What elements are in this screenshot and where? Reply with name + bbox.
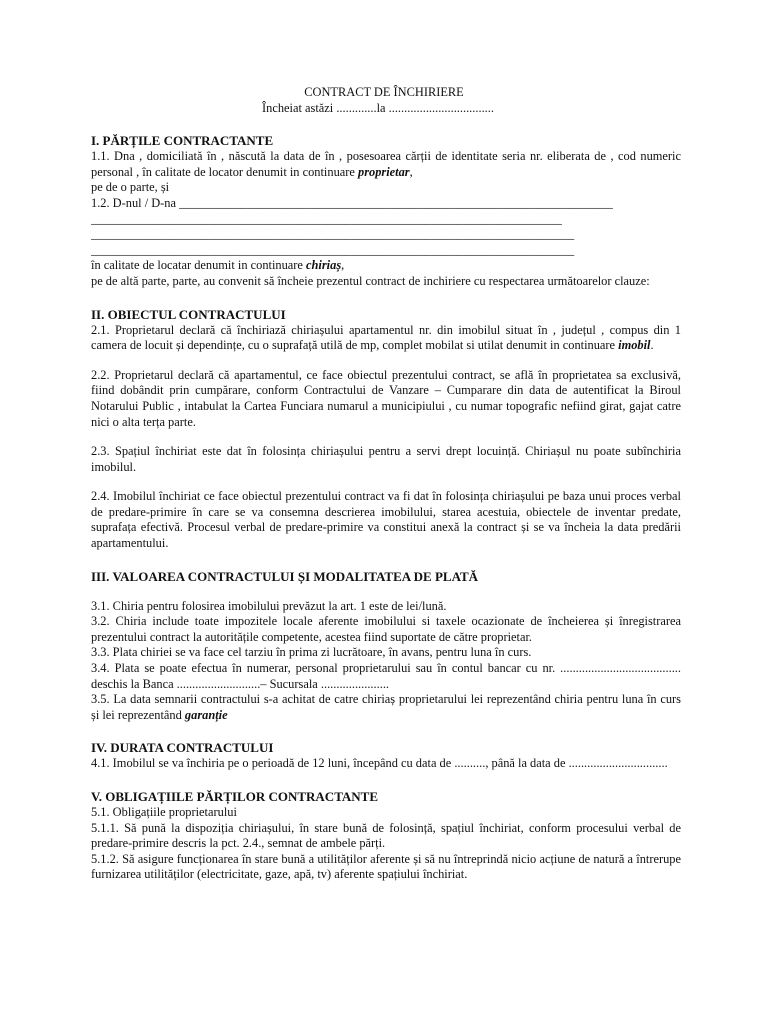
clause-5-1: 5.1. Obligațiile proprietarului [91, 805, 237, 819]
clause-4-1: 4.1. Imobilul se va închiria pe o perioadă de 12 luni, începând cu data de .........., până la data de ................................ [91, 756, 668, 771]
clause-3-1: 3.1. Chiria pentru folosirea imobilului prevăzut la art. 1 este de lei/lună. [91, 598, 447, 613]
clause-2-3: 2.3. Spațiul închiriat este dat în folosința chiriașului pentru a servi drept locuință. Chiriașul nu poate subînchiria imobilul. [91, 444, 681, 474]
clause-5-1-1: 5.1.1. Să pună la dispoziția chiriașului, în stare bună de folosință, spațiul închiriat, conform procesului verbal de predare-primire descris la pct. 2.4., semnat de ambele părți. [91, 820, 681, 851]
section-heading-durata: IV. DURATA CONTRACTULUI [91, 740, 274, 756]
clause-2-1: 2.1. Proprietarul declară că închiriază chiriașului apartamentul nr. din imobilul situat în , județul , compus din 1 camera de locuit și dependințe, cu o suprafață utilă de mp, complet mobilat si utilat denumit in continuare imobil. [91, 322, 681, 353]
document-title: CONTRACT DE ÎNCHIRIERE [304, 85, 464, 99]
clause-2-2: 2.2. Proprietarul declară că apartamentul, ce face obiectul prezentului contract, se află în proprietatea sa exclusivă, fiind dobândit prin cumpărare, conform Contractului de Vanzare – Cumparare din data de autentificat la Biroul Notarului Public , intabulat la Cartea Funciara numarul a municipiului , cu numar topografic nefiind girat, gajat catre nici o alta terța parte. [91, 367, 681, 429]
section-heading-parti: I. PĂRȚILE CONTRACTANTE [91, 133, 274, 149]
blank-line-2: ____________________________________________________________________________ [91, 211, 562, 226]
clause-3-4: 3.4. Plata se poate efectua în numerar, personal proprietarului sau în contul bancar cu nr. ....................................... deschis la Banca ...........................– Sucursala ...................... [91, 661, 681, 691]
clause-parte: pe de o parte, și [91, 180, 170, 195]
section-heading-obiect: II. OBIECTUL CONTRACTULUI [91, 306, 286, 322]
clause-3-5: 3.5. La data semnarii contractului s-a achitat de catre chiriaș proprietarului lei reprezentând chiria pentru luna în curs și lei reprezentând garanție [91, 692, 681, 722]
clause-5-1-2: 5.1.2. Să asigure funcționarea în stare bună a utilităților aferente și să nu întreprindă nicio acțiune de natură a întrerupe furnizarea utilităților (electricitate, gaze, apă, tv) aferente spațiului închiriat. [91, 851, 681, 882]
section-heading-valoare: III. VALOAREA CONTRACTULUI ȘI MODALITATEA DE PLATĂ [91, 568, 479, 584]
document-subtitle: Încheiat astăzi .............la .................................. [262, 100, 494, 115]
document-page [91, 85, 681, 883]
clause-3-2: 3.2. Chiria include toate impozitele locale aferente imobilului si taxele ocazionate de încheierea și înregistrarea prezentului contract la autoritățile competente, acestea fiind suportate de către proprietar. [91, 614, 681, 644]
blank-line-4: ______________________________________________________________________________ [91, 242, 575, 257]
clause-1-2: 1.2. D-nul / D-na ______________________________________________________________________ [91, 195, 613, 210]
clause-alta-parte: pe de altă parte, parte, au convenit să încheie prezentul contract de inchiriere cu respectarea următoarelor clauze: [91, 273, 650, 288]
section-heading-obligatii: V. OBLIGAȚIILE PĂRȚILOR CONTRACTANTE [91, 789, 379, 804]
blank-line-3: ______________________________________________________________________________ [91, 227, 575, 242]
clause-2-4: 2.4. Imobilul închiriat ce face obiectul prezentului contract va fi dat în folosința chiriașului pe baza unui proces verbal de predare-primire în care se va consemna descrierea imobilului, starea acestuia, obiectele de inventar predate, suprafața efectivă. Procesul verbal de predare-primire va constitui anexă la contract și se va încheia la data predării apartamentului. [91, 489, 681, 551]
clause-3-3: 3.3. Plata chiriei se va face cel tarziu în prima zi lucrătoare, în avans, pentru luna în curs. [91, 645, 532, 660]
clause-1-1: 1.1. Dna , domiciliată în , născută la data de în , posesoarea cărții de identitate seria nr. eliberata de , cod numeric personal , în calitate de locator denumit in continuare proprietar, [91, 149, 681, 179]
clause-locatar: în calitate de locatar denumit in continuare chiriaș, [91, 258, 345, 273]
